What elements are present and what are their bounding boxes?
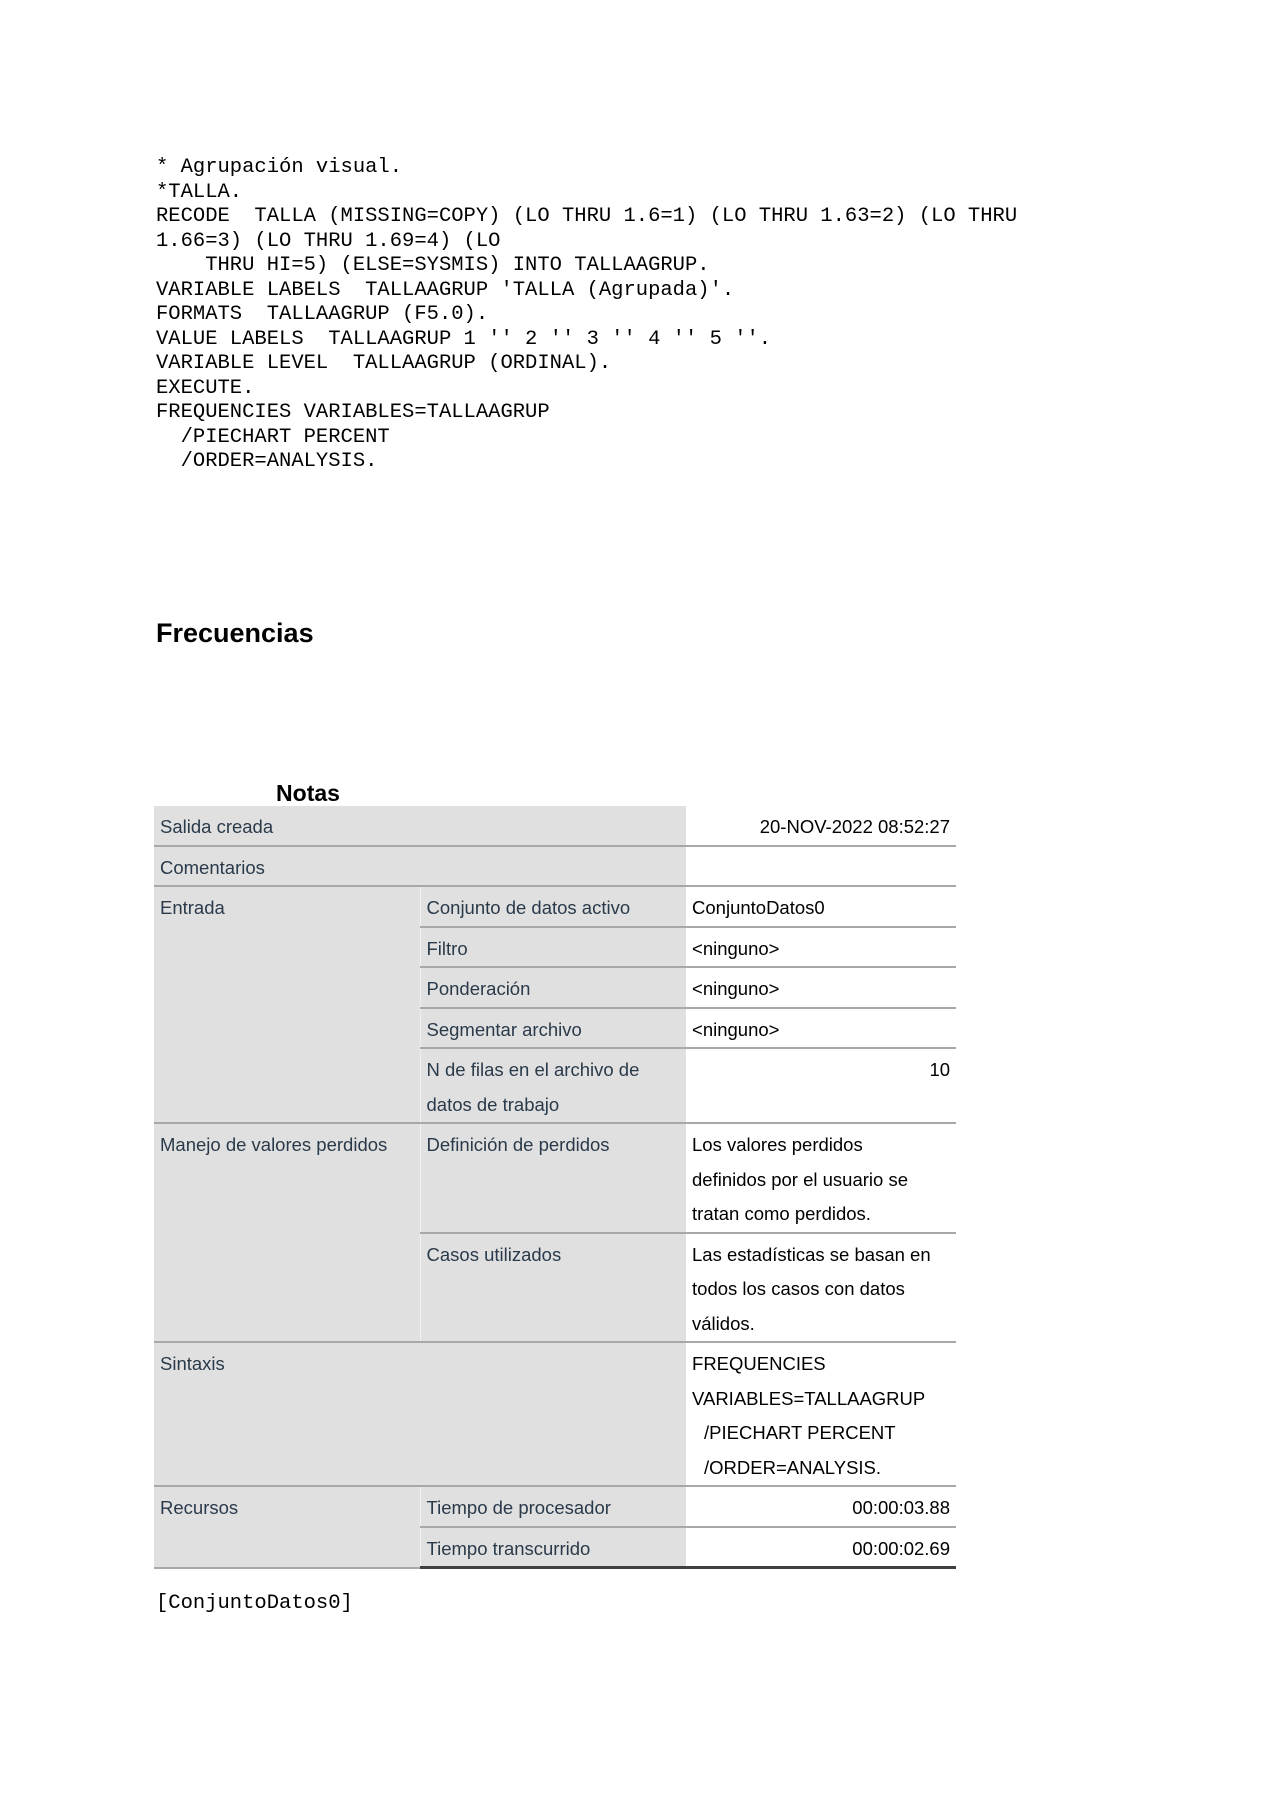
table-row xyxy=(154,1123,956,1233)
table-row xyxy=(154,806,956,846)
row-label-comentarios: Comentarios xyxy=(154,846,686,887)
syntax-line: VALUE LABELS TALLAAGRUP 1 '' 2 '' 3 '' 4 '' 5 ''. xyxy=(156,327,772,351)
value-salida: 20-NOV-2022 08:52:27 xyxy=(686,806,956,846)
row-label-entrada: Entrada xyxy=(154,886,420,1123)
row-label-manejo: Manejo de valores perdidos xyxy=(154,1123,420,1342)
syntax-line: RECODE TALLA (MISSING=COPY) (LO THRU 1.6=1) (LO THRU 1.63=2) (LO THRU xyxy=(156,205,1018,228)
value-procesador: 00:00:03.88 xyxy=(686,1486,956,1527)
value-line: /PIECHART PERCENT xyxy=(704,1422,896,1443)
sub-label-transcurrido: Tiempo transcurrido xyxy=(420,1527,686,1568)
syntax-line: /PIECHART PERCENT xyxy=(156,425,390,449)
value-line: todos los casos con datos xyxy=(692,1278,905,1299)
sub-label-nfilas xyxy=(420,1048,686,1123)
sub-label-nfilas-line: N de filas en el archivo de xyxy=(426,1059,640,1080)
value-line: /ORDER=ANALYSIS. xyxy=(704,1456,882,1478)
value-comentarios xyxy=(686,846,956,887)
sub-label-filtro: Filtro xyxy=(420,927,686,968)
sub-label-procesador: Tiempo de procesador xyxy=(420,1486,686,1527)
dataset-label: [ConjuntoDatos0] xyxy=(156,1592,353,1615)
syntax-line: /ORDER=ANALYSIS. xyxy=(156,450,378,473)
row-label-sintaxis: Sintaxis xyxy=(154,1342,686,1486)
value-filtro: <ninguno> xyxy=(686,927,956,968)
sub-label-conjunto: Conjunto de datos activo xyxy=(420,886,686,927)
row-label-recursos: Recursos xyxy=(154,1486,420,1568)
value-line: Los valores perdidos xyxy=(692,1134,863,1155)
value-line: tratan como perdidos. xyxy=(692,1203,871,1224)
table-row xyxy=(154,886,956,927)
section-heading: Frecuencias xyxy=(156,618,314,648)
syntax-line: * Agrupación visual. xyxy=(156,156,403,179)
value-definicion xyxy=(686,1123,956,1233)
syntax-line: 1.66=3) (LO THRU 1.69=4) (LO xyxy=(156,229,501,253)
syntax-line: THRU HI=5) (ELSE=SYSMIS) INTO TALLAAGRUP. xyxy=(156,254,710,277)
value-transcurrido: 00:00:02.69 xyxy=(686,1527,956,1568)
syntax-line: VARIABLE LEVEL TALLAAGRUP (ORDINAL). xyxy=(156,352,612,375)
table-row xyxy=(154,1486,956,1527)
value-line: válidos. xyxy=(692,1312,755,1334)
syntax-line: VARIABLE LABELS TALLAAGRUP 'TALLA (Agrupada)'. xyxy=(156,278,735,302)
table-row xyxy=(154,846,956,887)
sub-label-segmentar: Segmentar archivo xyxy=(420,1008,686,1049)
value-sintaxis xyxy=(686,1342,956,1486)
value-segmentar: <ninguno> xyxy=(686,1008,956,1049)
syntax-line: *TALLA. xyxy=(156,180,243,204)
value-conjunto: ConjuntoDatos0 xyxy=(686,886,956,927)
syntax-line: FORMATS TALLAAGRUP (F5.0). xyxy=(156,303,489,326)
value-nfilas: 10 xyxy=(686,1048,956,1123)
table-row xyxy=(154,1342,956,1486)
notes-title-text: Notas xyxy=(276,780,340,806)
value-line: VARIABLES=TALLAAGRUP xyxy=(692,1387,926,1409)
sub-label-casos: Casos utilizados xyxy=(420,1233,686,1343)
syntax-line: FREQUENCIES VARIABLES=TALLAAGRUP xyxy=(156,401,550,424)
value-line: definidos por el usuario se xyxy=(692,1168,908,1190)
value-line: FREQUENCIES xyxy=(692,1353,826,1374)
sub-label-nfilas-line: datos de trabajo xyxy=(426,1093,560,1115)
value-line: Las estadísticas se basan en xyxy=(692,1243,931,1265)
syntax-line: EXECUTE. xyxy=(156,376,255,400)
sub-label-definicion: Definición de perdidos xyxy=(420,1123,686,1233)
sub-label-ponderacion: Ponderación xyxy=(420,967,686,1008)
value-casos xyxy=(686,1233,956,1343)
notes-table-title xyxy=(154,776,954,806)
notes-table xyxy=(154,806,956,1569)
syntax-block xyxy=(156,156,1156,475)
row-label-salida: Salida creada xyxy=(154,806,686,846)
value-ponderacion: <ninguno> xyxy=(686,967,956,1008)
